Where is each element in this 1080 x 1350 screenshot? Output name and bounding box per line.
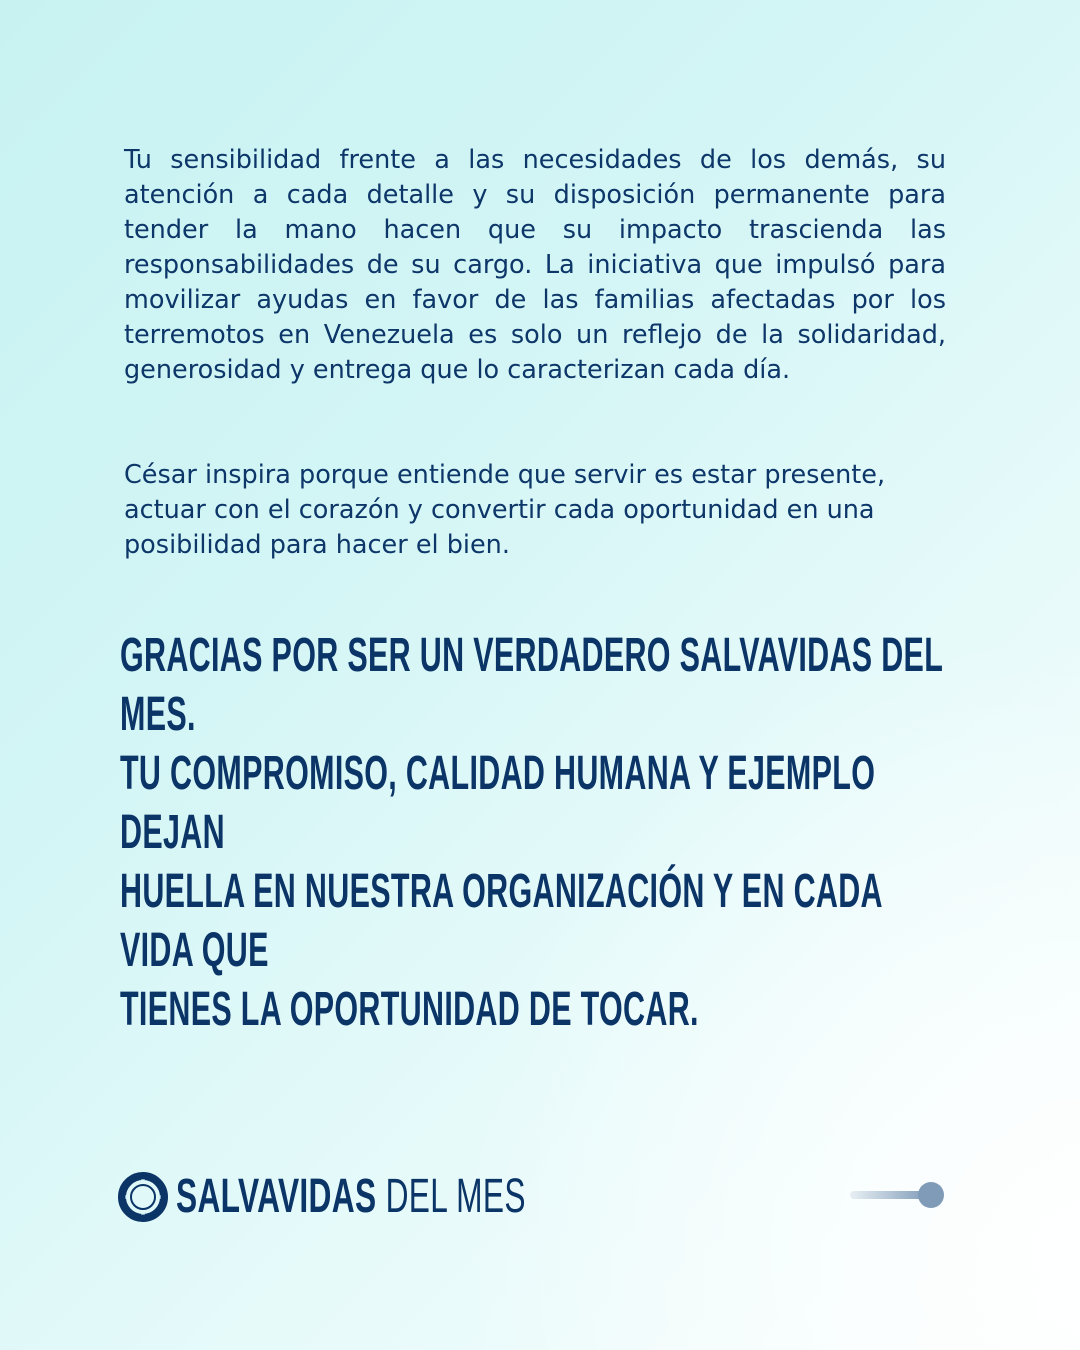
headline-line-4: TIENES LA OPORTUNIDAD DE TOCAR. (120, 983, 699, 1036)
brand-name-bold: SALVAVIDAS (176, 1170, 377, 1223)
headline-line-1: GRACIAS POR SER UN VERDADERO SALVAVIDAS DEL MES. (120, 629, 943, 741)
brand-name (176, 1170, 526, 1224)
lifebuoy-icon (118, 1172, 168, 1222)
headline-line-3: HUELLA EN NUESTRA ORGANIZACIÓN Y EN CADA VIDA QUE (120, 865, 882, 977)
brand-logo (118, 1170, 706, 1224)
headline (120, 626, 952, 1039)
body-paragraph-2: César inspira porque entiende que servir es estar presente, actuar con el corazón y convertir cada oportunidad en una posibilidad para hacer el bien. (124, 460, 886, 560)
headline-line-2: TU COMPROMISO, CALIDAD HUMANA Y EJEMPLO DEJAN (120, 747, 876, 859)
swipe-indicator-icon[interactable] (850, 1180, 946, 1210)
body-paragraph-1: Tu sensibilidad frente a las necesidades de los demás, su atención a cada detalle y su disposición permanente para tender la mano hacen que su impacto trascienda las responsabilidades de su cargo. La iniciativa que impulsó para movilizar ayudas en favor de las familias afectadas por los terremotos en Venezuela es solo un reflejo de la solidaridad, generosidad y entrega que lo caracterizan cada día. (124, 145, 946, 385)
brand-name-light: DEL MES (385, 1170, 526, 1223)
